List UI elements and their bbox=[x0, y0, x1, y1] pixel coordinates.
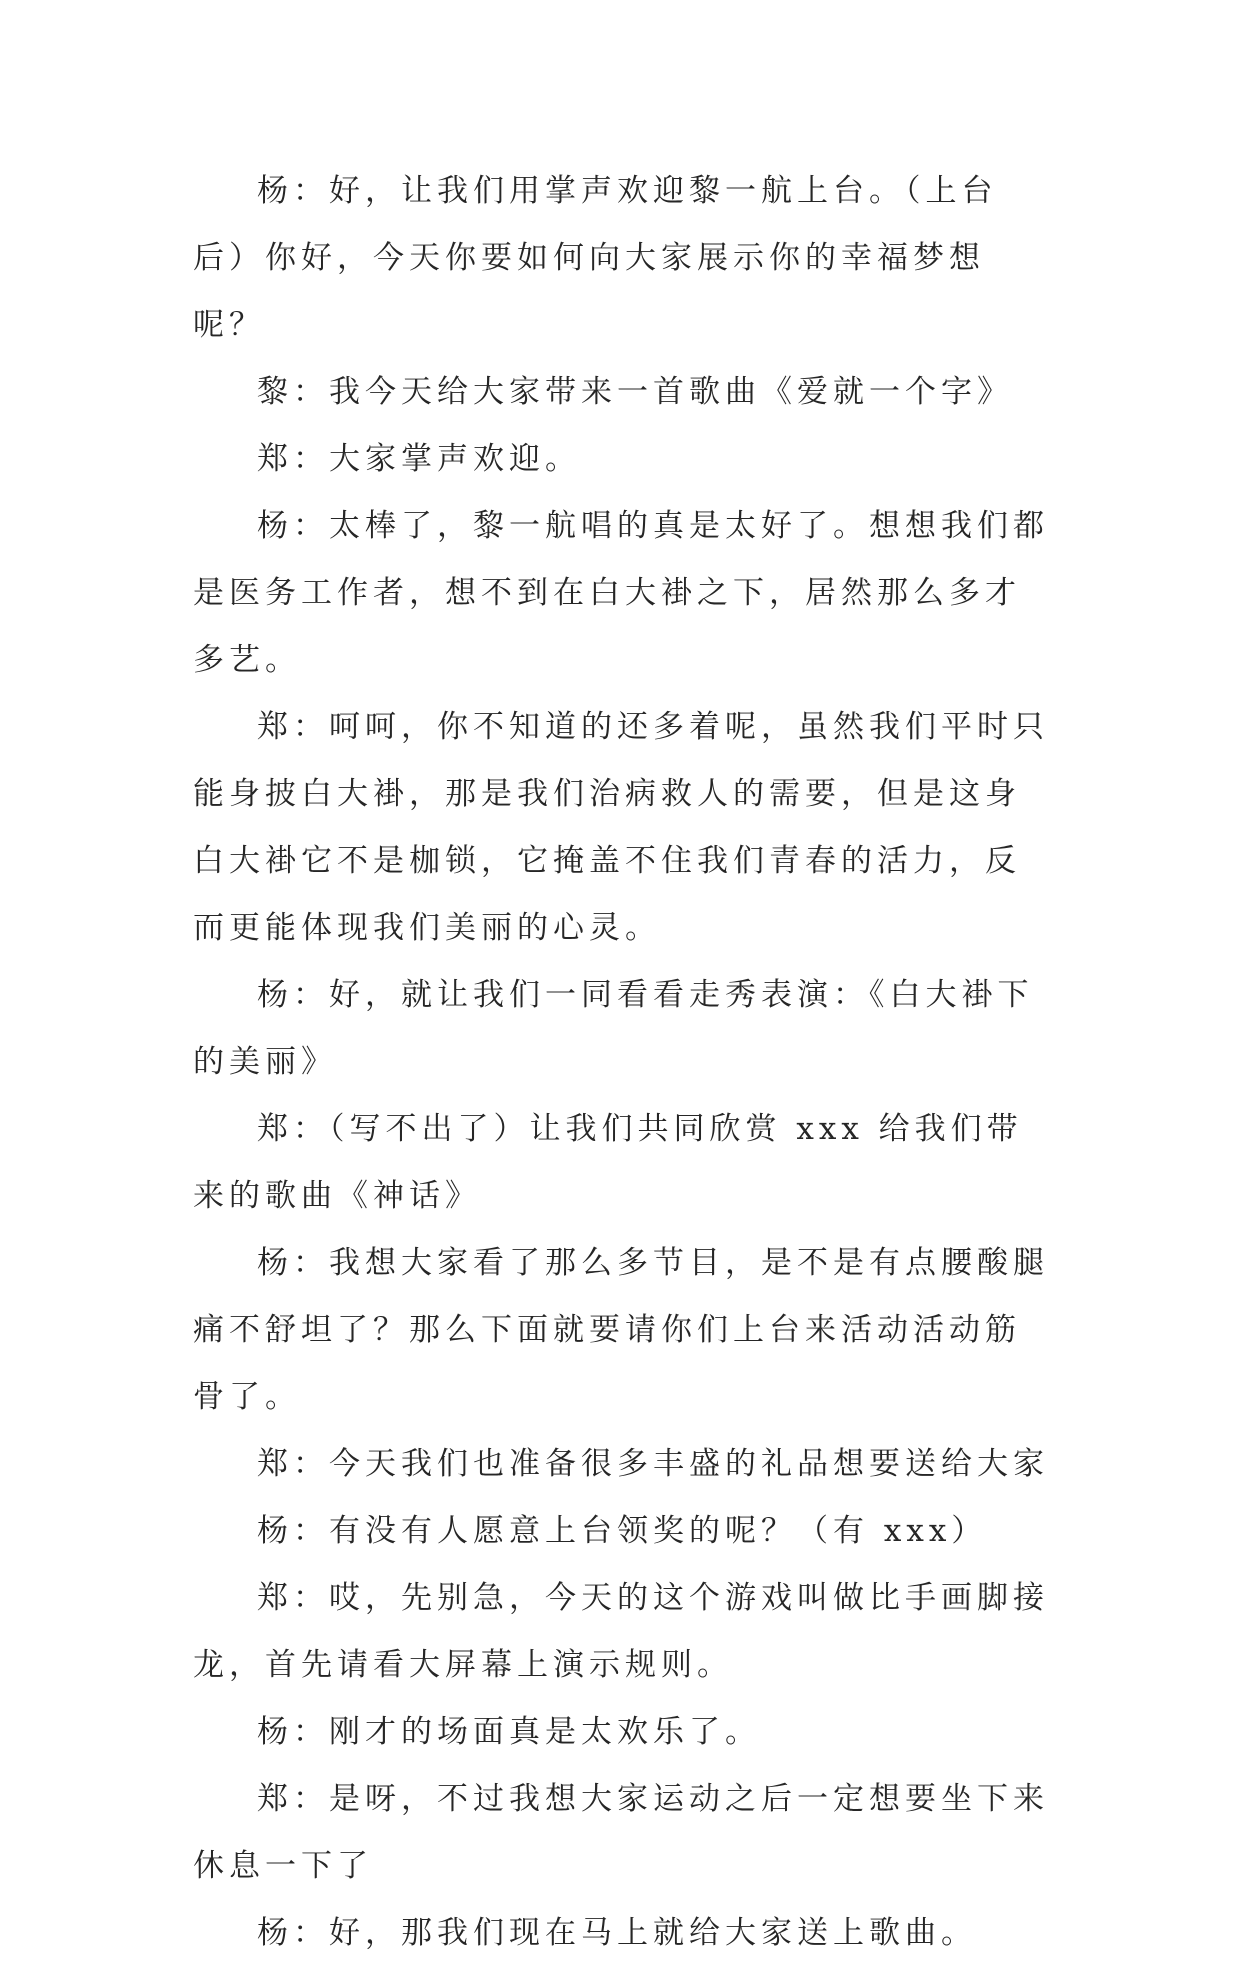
dialogue-paragraph: 杨：好，那我们现在马上就给大家送上歌曲。 bbox=[257, 1915, 977, 1951]
dialogue-paragraph: 杨：刚才的场面真是太欢乐了。 bbox=[257, 1714, 761, 1750]
dialogue-paragraph: 郑：今天我们也准备很多丰盛的礼品想要送给大家 bbox=[257, 1446, 1049, 1482]
dialogue-paragraph: 郑：大家掌声欢迎。 bbox=[257, 441, 581, 477]
dialogue-paragraph: 郑：是呀，不过我想大家运动之后一定想要坐下来休息一下了 bbox=[193, 1781, 1049, 1884]
dialogue-paragraph: 郑：哎，先别急，今天的这个游戏叫做比手画脚接龙，首先请看大屏幕上演示规则。 bbox=[193, 1580, 1049, 1683]
dialogue-paragraph: 杨：好，就让我们一同看看走秀表演：《白大褂下的美丽》 bbox=[193, 977, 1034, 1080]
dialogue-paragraph: 黎：我今天给大家带来一首歌曲《爱就一个字》 bbox=[257, 374, 1013, 410]
dialogue-paragraph: 郑：呵呵，你不知道的还多着呢，虽然我们平时只能身披白大褂，那是我们治病救人的需要，但是这身白大褂它不是枷锁，它掩盖不住我们青春的活力，反而更能体现我们美丽的心灵。 bbox=[193, 709, 1049, 946]
document-body bbox=[193, 158, 1053, 1967]
dialogue-paragraph: 杨：我想大家看了那么多节目，是不是有点腰酸腿痛不舒坦了？那么下面就要请你们上台来活动活动筋骨了。 bbox=[193, 1245, 1049, 1415]
dialogue-paragraph: 杨：好，让我们用掌声欢迎黎一航上台。（上台后）你好，今天你要如何向大家展示你的幸福梦想呢？ bbox=[193, 173, 998, 343]
dialogue-paragraph: 杨：太棒了，黎一航唱的真是太好了。想想我们都是医务工作者，想不到在白大褂之下，居然那么多才多艺。 bbox=[193, 508, 1049, 678]
dialogue-paragraph: 杨：有没有人愿意上台领奖的呢？（有 xxx） bbox=[257, 1513, 988, 1549]
dialogue-paragraph: 郑：（写不出了）让我们共同欣赏 xxx 给我们带来的歌曲《神话》 bbox=[193, 1111, 1023, 1214]
